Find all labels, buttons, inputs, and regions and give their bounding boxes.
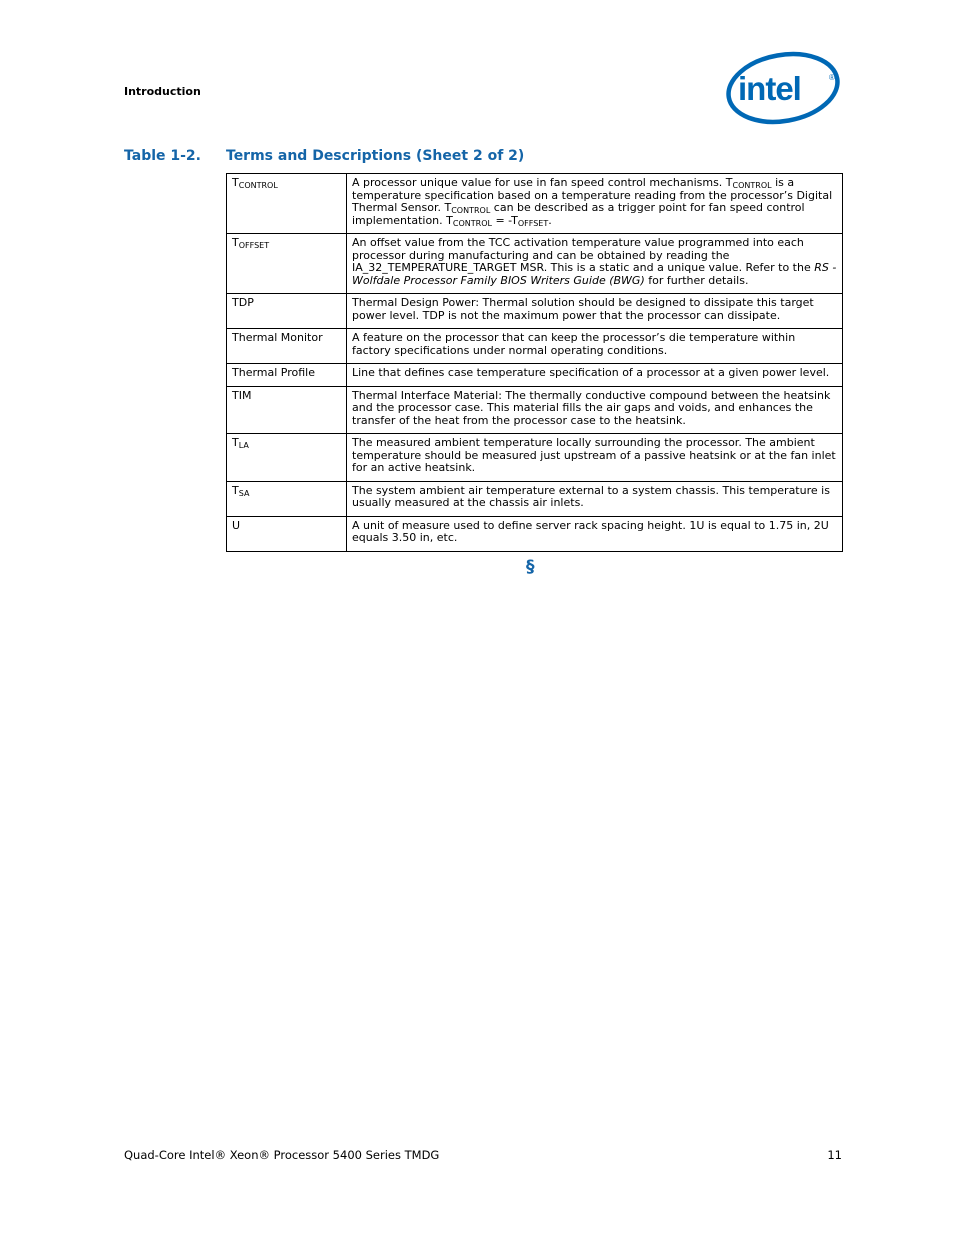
description-cell: A unit of measure used to define server rack spacing height. 1U is equal to 1.75 in, 2U equals 3.50 in, etc. (347, 516, 843, 551)
table-row (227, 364, 843, 387)
svg-text:®: ® (829, 73, 835, 82)
description-cell: Thermal Interface Material: The thermally conductive compound between the heatsink and the processor case. This material fills the air gaps and voids, and enhances the transfer of the heat from the processor case to the heatsink. (347, 386, 843, 434)
table-number: Table 1-2. (124, 148, 201, 164)
term-cell: $T_{CONTROL}$ (227, 174, 347, 234)
term-cell: Thermal Profile (227, 364, 347, 387)
term-cell: Thermal Monitor (227, 329, 347, 364)
table-row (227, 386, 843, 434)
table-row (227, 516, 843, 551)
description-cell: A feature on the processor that can keep the processor’s die temperature within factory specifications under normal operating conditions. (347, 329, 843, 364)
table-row (227, 234, 843, 294)
term-cell: $T_{LA}$ (227, 434, 347, 482)
term-cell: $T_{OFFSET}$ (227, 234, 347, 294)
table-caption (124, 148, 524, 164)
table-title: Terms and Descriptions (Sheet 2 of 2) (226, 148, 525, 164)
table-row (227, 434, 843, 482)
description-cell: The system ambient air temperature external to a system chassis. This temperature is usually measured at the chassis air inlets. (347, 481, 843, 516)
table-row (227, 329, 843, 364)
term-cell: TIM (227, 386, 347, 434)
table-row (227, 174, 843, 234)
bwg-reference: RS - Wolfdale Processor Family BIOS Writers Guide (BWG) (352, 261, 837, 287)
term-cell: TDP (227, 294, 347, 329)
description-cell: The measured ambient temperature locally surrounding the processor. The ambient temperature should be measured just upstream of a passive heatsink or at the fan inlet for an active heatsink. (347, 434, 843, 482)
table-row (227, 294, 843, 329)
intel-logo (724, 50, 842, 128)
description-cell: Line that defines case temperature specification of a processor at a given power level. (347, 364, 843, 387)
term-cell: $T_{SA}$ (227, 481, 347, 516)
section-label: Introduction (124, 85, 201, 98)
term-cell: U (227, 516, 347, 551)
description-cell: An offset value from the TCC activation temperature value programmed into each processor during manufacturing and can be obtained by reading the IA_32_TEMPERATURE_TARGET MSR. This is a static and a unique value. Refer to the RS - Wolfdale Processor Family BIOS Writers Guide (BWG) for further details. (347, 234, 843, 294)
section-end-mark: § (526, 557, 535, 577)
logo-wordmark: intel (738, 70, 801, 107)
table-row (227, 481, 843, 516)
footer-document-title: Quad-Core Intel® Xeon® Processor 5400 Series TMDG (124, 1148, 440, 1162)
description-cell: A processor unique value for use in fan speed control mechanisms. $T_{CONTROL}$ is a temperature specification based on a temperature reading from the processor’s Digital Thermal Sensor. $T_{CONTROL}$ can be described as a trigger point for fan speed control implementation. $T_{CONTROL} = -T_{OFFSET}$. (347, 174, 843, 234)
description-cell: Thermal Design Power: Thermal solution should be designed to dissipate this target power level. TDP is not the maximum power that the processor can dissipate. (347, 294, 843, 329)
footer-page-number: 11 (827, 1148, 842, 1162)
terms-table (226, 173, 843, 552)
